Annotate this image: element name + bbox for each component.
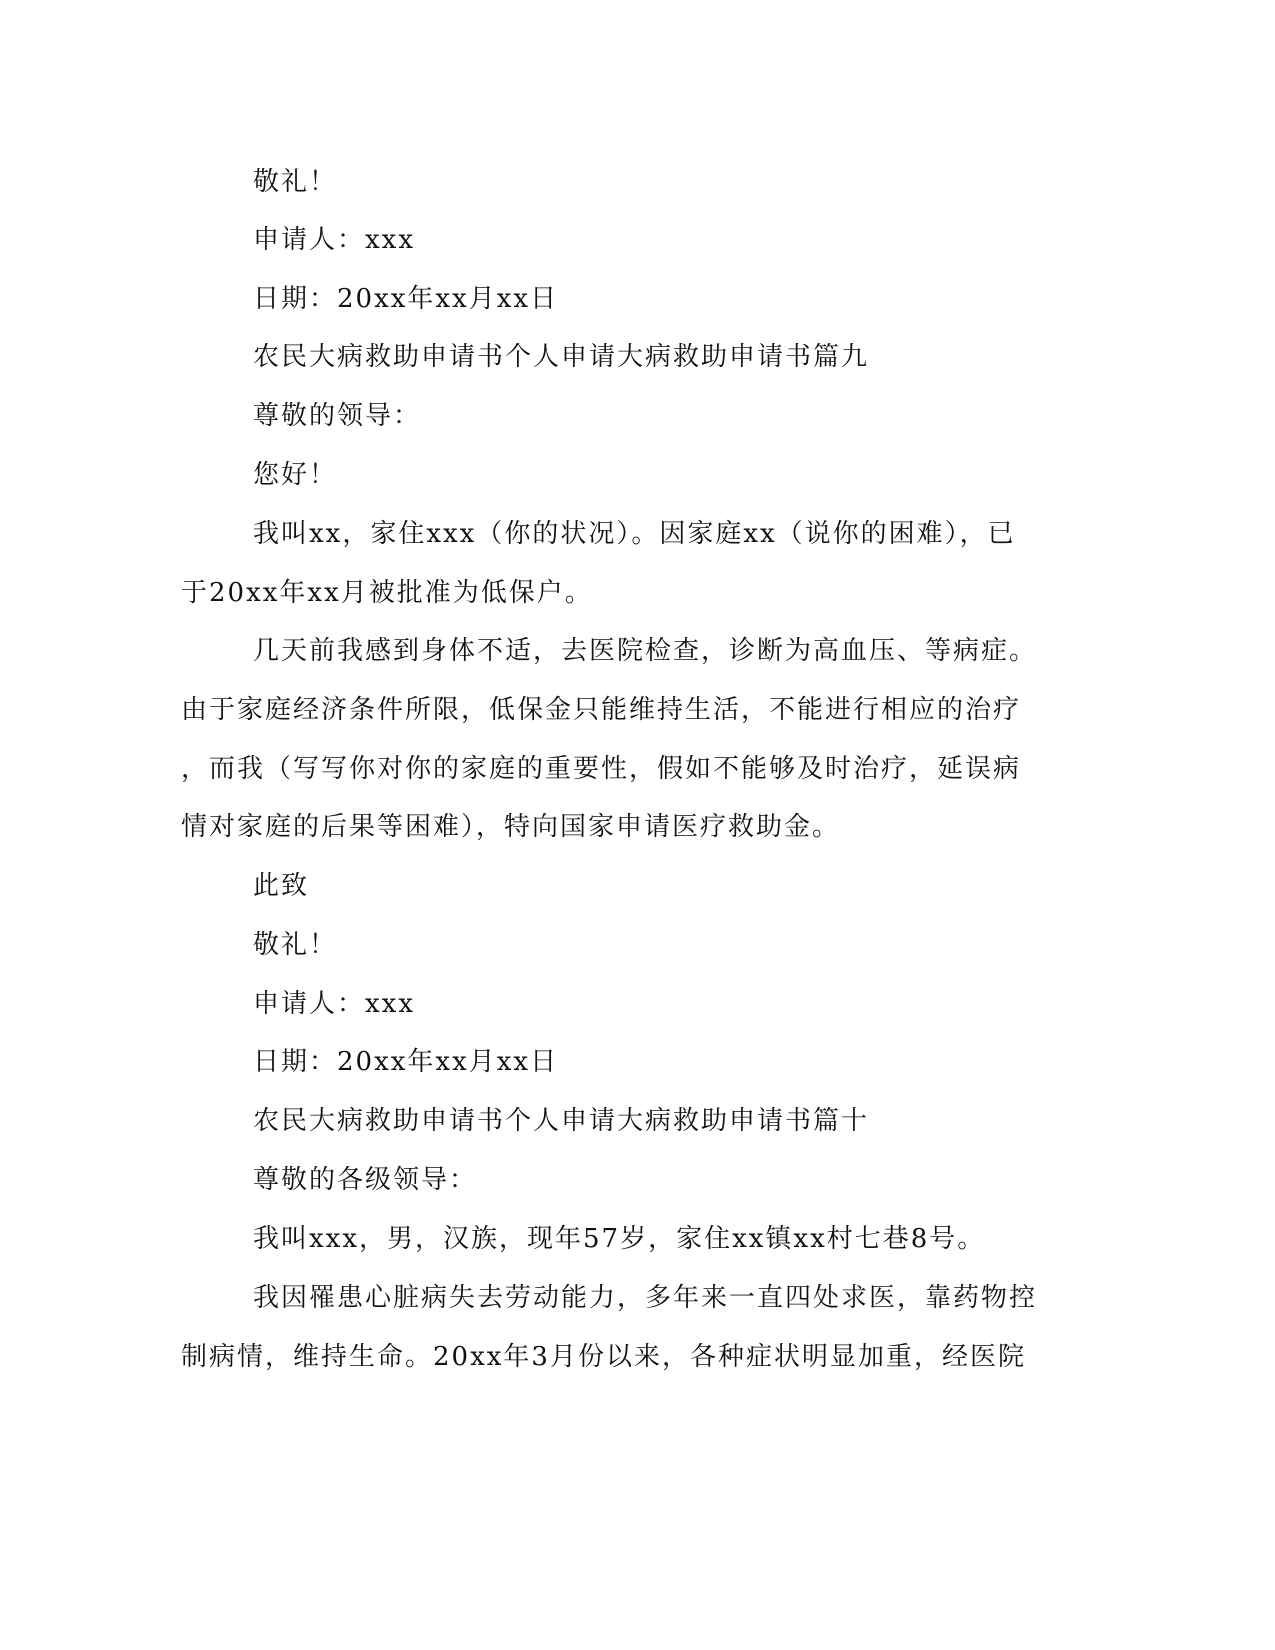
applicant-line: 申请人：xxx: [253, 989, 415, 1019]
body-paragraph-line: 我叫xxx，男，汉族，现年57岁，家住xx镇xx村七巷8号。: [253, 1224, 986, 1254]
date-line: 日期：20xx年xx月xx日: [253, 284, 559, 314]
body-paragraph-line: 制病情，维持生命。20xx年3月份以来，各种症状明显加重，经医院: [181, 1342, 1026, 1372]
section-heading-nine: 农民大病救助申请书个人申请大病救助申请书篇九: [253, 342, 870, 372]
applicant-line: 申请人：xxx: [253, 225, 415, 255]
closing-phrase: 此致: [253, 871, 310, 901]
body-paragraph-line: 由于家庭经济条件所限，低保金只能维持生活，不能进行相应的治疗: [181, 695, 1022, 725]
letter-greeting: 尊敬的各级领导：: [253, 1165, 478, 1195]
body-paragraph-line: ，而我（写写你对你的家庭的重要性，假如不能够及时治疗，延误病: [181, 754, 1022, 784]
letter-hello: 您好！: [253, 460, 338, 490]
body-paragraph-line: 我叫xx，家住xxx（你的状况）。因家庭xx（说你的困难），已: [253, 519, 1016, 549]
section-heading-ten: 农民大病救助申请书个人申请大病救助申请书篇十: [253, 1106, 870, 1136]
body-paragraph-line: 几天前我感到身体不适，去医院检查，诊断为高血压、等病症。: [253, 636, 1038, 666]
body-paragraph-line: 情对家庭的后果等困难），特向国家申请医疗救助金。: [181, 812, 841, 842]
letter-greeting: 尊敬的领导：: [253, 401, 422, 431]
closing-salutation: 敬礼！: [253, 167, 338, 197]
body-paragraph-line: 我因罹患心脏病失去劳动能力，多年来一直四处求医，靠药物控: [253, 1283, 1038, 1313]
body-paragraph-line: 于20xx年xx月被批准为低保户。: [181, 578, 593, 608]
closing-salutation: 敬礼！: [253, 930, 338, 960]
date-line: 日期：20xx年xx月xx日: [253, 1047, 559, 1077]
